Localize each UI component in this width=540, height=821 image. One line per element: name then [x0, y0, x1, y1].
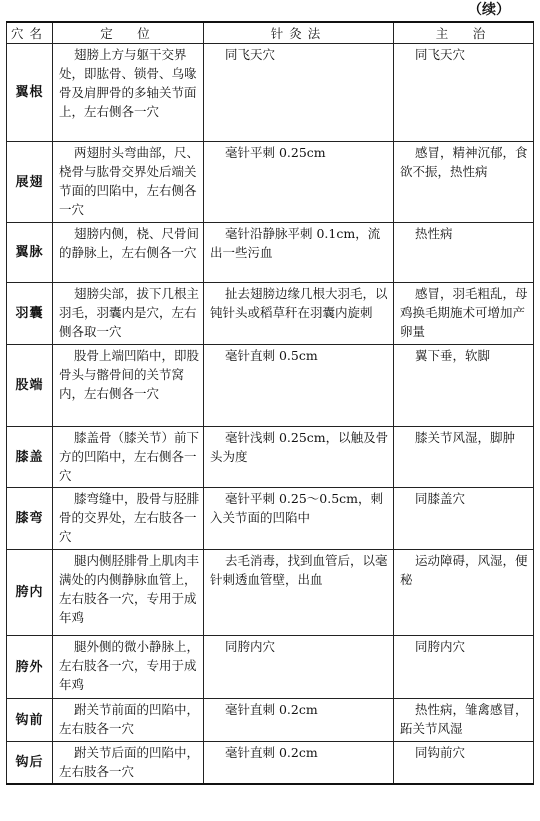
- point-indication: [394, 345, 534, 427]
- point-indication-text: 膝关节风湿，脚肿: [415, 430, 516, 445]
- point-method-text: 毫针平刺 0.25cm: [225, 145, 326, 160]
- point-name: 膝盖: [7, 427, 53, 488]
- point-method: [204, 223, 394, 283]
- point-indication-text: 同胯内穴: [415, 639, 466, 654]
- point-indication: [394, 488, 534, 550]
- point-indication-text: 同膝盖穴: [415, 491, 466, 506]
- table-row: [7, 142, 534, 223]
- point-method-text: 同胯内穴: [225, 639, 276, 654]
- header-row: [7, 22, 534, 44]
- table-row: [7, 636, 534, 699]
- table-row: [7, 223, 534, 283]
- header-method: 针灸法: [204, 22, 394, 44]
- point-name: 展翅: [7, 142, 53, 223]
- continued-label: （续）: [468, 2, 510, 18]
- point-method: [204, 142, 394, 223]
- point-indication-text: 感冒，精神沉郁，食欲不振，热性病: [400, 145, 528, 179]
- point-method-text: 毫针直刺 0.2cm: [225, 745, 318, 760]
- point-method-text: 毫针直刺 0.5cm: [225, 348, 318, 363]
- point-position: [53, 223, 204, 283]
- point-name: 膝弯: [7, 488, 53, 550]
- point-indication-text: 同钩前穴: [415, 745, 466, 760]
- point-indication-text: 感冒，羽毛粗乱，母鸡换毛期施术可增加产卵量: [400, 286, 528, 339]
- header-position: 定 位: [53, 22, 204, 44]
- point-position: [53, 636, 204, 699]
- table-row: [7, 550, 534, 636]
- point-indication: [394, 223, 534, 283]
- point-position: [53, 742, 204, 784]
- point-position: [53, 283, 204, 345]
- table-row: [7, 488, 534, 550]
- point-method-text: 毫针沿静脉平刺 0.1cm，流出一些污血: [210, 226, 381, 260]
- point-indication: [394, 699, 534, 742]
- header-indication: 主 治: [394, 22, 534, 44]
- point-method: [204, 427, 394, 488]
- acupoint-table: [6, 21, 534, 785]
- point-position-text: 膝盖骨（膝关节）前下方的凹陷中，左右侧各一穴: [59, 430, 200, 483]
- point-indication-text: 热性病，雏禽感冒，跖关节风湿: [400, 702, 528, 736]
- point-position-text: 膝弯缝中，股骨与胫腓骨的交界处，左右肢各一穴: [59, 491, 200, 544]
- point-indication-text: 运动障碍，风湿，便秘: [400, 553, 528, 587]
- point-indication-text: 同飞天穴: [415, 47, 466, 62]
- point-indication: [394, 427, 534, 488]
- point-position-text: 跗关节前面的凹陷中，左右肢各一穴: [59, 702, 200, 736]
- point-position-text: 两翅肘头弯曲部，尺、桡骨与肱骨交界处后端关节面的凹陷中，左右侧各一穴: [59, 145, 200, 217]
- table-header: [7, 22, 534, 44]
- point-position: [53, 488, 204, 550]
- point-position: [53, 44, 204, 142]
- point-method-text: 毫针平刺 0.25～0.5cm，刺入关节面的凹陷中: [210, 491, 384, 525]
- point-name: 钩后: [7, 742, 53, 784]
- point-method: [204, 699, 394, 742]
- point-method: [204, 44, 394, 142]
- point-indication: [394, 636, 534, 699]
- point-indication: [394, 742, 534, 784]
- point-name: 钩前: [7, 699, 53, 742]
- point-method: [204, 488, 394, 550]
- point-name: 翼脉: [7, 223, 53, 283]
- point-method-text: 同飞天穴: [225, 47, 276, 62]
- point-indication: [394, 283, 534, 345]
- header-name: 穴名: [7, 22, 53, 44]
- table-row: [7, 427, 534, 488]
- point-position-text: 翅膀内侧，桡、尺骨间的静脉上，左右侧各一穴: [59, 226, 200, 260]
- point-method: [204, 550, 394, 636]
- point-method: [204, 283, 394, 345]
- point-method: [204, 345, 394, 427]
- point-position-text: 跗关节后面的凹陷中，左右肢各一穴: [59, 745, 200, 779]
- point-method-text: 去毛消毒，找到血管后，以毫针刺透血管壁，出血: [210, 553, 388, 587]
- table-body: [7, 44, 534, 784]
- table-row: [7, 44, 534, 142]
- point-method: [204, 742, 394, 784]
- point-position-text: 腿内侧胫腓骨上肌肉丰满处的内侧静脉血管上，左右肢各一穴，专用于成年鸡: [59, 553, 200, 625]
- table-row: [7, 283, 534, 345]
- point-name: 股端: [7, 345, 53, 427]
- point-position-text: 翅膀上方与躯干交界处，即肱骨、锁骨、乌喙骨及肩胛骨的多轴关节面上，左右侧各一穴: [59, 47, 197, 119]
- point-method-text: 毫针浅刺 0.25cm，以触及骨头为度: [210, 430, 389, 464]
- point-position: [53, 345, 204, 427]
- point-position: [53, 550, 204, 636]
- point-indication: [394, 44, 534, 142]
- point-position: [53, 142, 204, 223]
- point-name: 胯内: [7, 550, 53, 636]
- point-indication-text: 热性病: [415, 226, 453, 241]
- point-method-text: 毫针直刺 0.2cm: [225, 702, 318, 717]
- point-method-text: 扯去翅膀边缘几根大羽毛，以钝针头或稻草秆在羽囊内旋刺: [210, 286, 388, 320]
- point-name: 胯外: [7, 636, 53, 699]
- point-position: [53, 427, 204, 488]
- table-row: [7, 345, 534, 427]
- point-indication: [394, 142, 534, 223]
- point-position-text: 腿外侧的微小静脉上，左右肢各一穴，专用于成年鸡: [59, 639, 200, 692]
- table-row: [7, 742, 534, 784]
- point-method: [204, 636, 394, 699]
- point-name: 翼根: [7, 44, 53, 142]
- point-name: 羽囊: [7, 283, 53, 345]
- point-position-text: 股骨上端凹陷中，即股骨头与髂骨间的关节窝内，左右侧各一穴: [59, 348, 200, 401]
- point-indication-text: 翼下垂，软脚: [415, 348, 491, 363]
- point-position-text: 翅膀尖部，拔下几根主羽毛，羽囊内是穴，左右侧各取一穴: [59, 286, 200, 339]
- table-row: [7, 699, 534, 742]
- point-indication: [394, 550, 534, 636]
- point-position: [53, 699, 204, 742]
